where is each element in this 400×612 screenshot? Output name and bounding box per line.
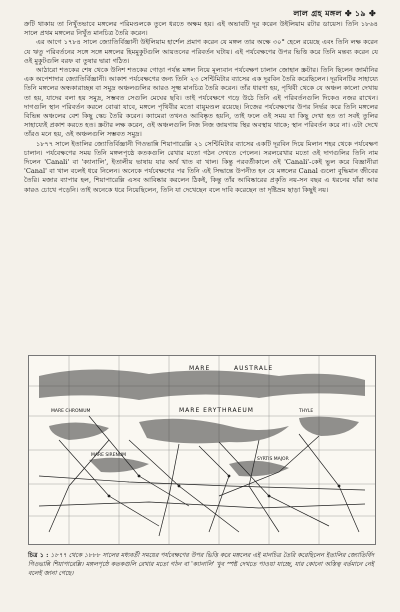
body-text	[24, 20, 378, 195]
map-label-thyle: THYLE	[299, 409, 314, 414]
map-label-australe: AUSTRALE	[234, 365, 274, 372]
running-header: লাল গ্রহ মঙ্গল ✤ ১৯ ✤	[293, 8, 376, 18]
figure-caption	[28, 552, 374, 578]
paragraph-2: এর আগে ১৭৮৪ সালে জ্যোতির্বিজ্ঞানী উইলিয়াম হার্শেল প্রমাণ করেন যে মঙ্গল তার অক্ষে ৩০° হেলে রয়েছে এবং তিনি লক্ষ করেন যে ঋতু পরিবর্তনের সঙ্গে সঙ্গে মঙ্গলের হিমমুকুটগুলি আয়তনের পরিবর্তন ঘটায়। এই পর্যবেক্ষণের উপর ভিত্তি করে তিনি মন্তব্য করেন যে ওই মুকুটগুলি বরফ বা তুষার দ্বারা গঠিত।	[24, 38, 378, 65]
paragraph-4: ১৮৭৭ সালে ইতালির জ্যোতির্বিজ্ঞানী গিওভান্নি শিয়াপারেল্লি ২১ সেন্টিমিটার ব্যাসের একটি দূরবিন দিয়ে মিলান শহর থেকে পর্যবেক্ষণ চালান। পর্যবেক্ষণের সময় তিনি মঙ্গলপৃষ্ঠে কতকগুলি রেখার মতো গঠন দেখতে পেলেন। সরলরেখার মতো ওই দাগগুলির তিনি নাম দিলেন 'Canali' বা 'ক্যানালি', ইতালীয় ভাষায় যার অর্থ খাত বা খাল। কিন্তু পরবর্তীকালে ওই 'Canali'-কেই ভুল করে বিজ্ঞানীরা 'Canal' বা খাল বলেই ধরে নিলেন। অনেকে পর্যবেক্ষণের পর তিনি এই সিদ্ধান্তে উপনীত হন যে মঙ্গলের Canal গুলো বুদ্ধিমান জীবের তৈরি। মজার ব্যাপার হল, শিয়াপারেল্লি এসব আবিষ্কার করলেন ঠিকই, কিন্তু তাঁর আবিষ্কারের প্রকৃতি নয়-সন বছর এ ধরনের যাঁরা আর কারও চোখে পড়েনি। তাই অনেকে ধরে নিয়েছিলেন, তিনি যা দেখেছেন বলে দাবি করেছেন তা দৃষ্টিভ্রম ছাড়া কিছুই নয়।	[24, 139, 378, 194]
caption-label: চিত্র ১ :	[28, 552, 49, 559]
caption-text: ১৮৭৭ থেকে ১৮৮৮ সালের মধ্যবর্তী সময়ের পর্যবেক্ষণের উপর ভিত্তি করে মঙ্গলের এই মানচিত্র তৈরি করেছিলেন ইতালির জ্যোতির্বিদ গিওভান্নি শিয়াপারেল্লি। মঙ্গলপৃষ্ঠে কতকগুলি রেখার মতো গঠন বা 'ক্যানালি' খুব স্পষ্ট দেখতে পাওয়া যাচ্ছে, যার কোনো অস্তিত্ব বর্তমানে নেই বলেই জানা গেছে।	[28, 552, 374, 577]
map-label-sirenum: MARE SIRENUM	[91, 453, 127, 458]
map-label-mare: MARE	[189, 365, 211, 372]
map-label-chronium: MARE CHRONIUM	[51, 409, 91, 414]
map-label-erythraeum: MARE ERYTHRAEUM	[179, 407, 254, 414]
paragraph-3: আঠারো শতকের শেষ থেকে উনিশ শতকের গোড়া পর্যন্ত মঙ্গল নিয়ে মূল্যবান পর্যবেক্ষণ চালান জোহান স্ক্রটার। তিনি ছিলেন জার্মানির এক অপেশাদার জ্যোতির্বিজ্ঞানী। আকাশ পর্যবেক্ষণের জন্য তিনি ২৩ সেন্টিমিটার ব্যাসের এক দূরবিন তৈরি করেছিলেন। দূরবিনটির সাহায্যে তিনি মঙ্গলের অন্ধকারাচ্ছন্ন বা সমুদ্র অঞ্চলগুলির আরও সূক্ষ্ম মানচিত্র তৈরি করেন। তাঁর ধারণা হয়, পৃথিবী থেকে যে অঞ্চল কালো দেখায় তা হয়, যাদের বলা হয় সমুদ্র, সম্ভবত সেগুলি মেঘের ছবি। তাই পর্যবেক্ষণে গড়ে উঠে তিনি এই পরিবর্তনগুলি দিকেও নজর রাখেন। দাগগুলি স্থান পরিবর্তন করলে বোঝা যাবে, মঙ্গলে পৃথিবীর মতো বায়ুমণ্ডল রয়েছে। নিজের পর্যবেক্ষণের উপর নির্ভর করে তিনি মঙ্গলের বিভিন্ন অঞ্চলের বেশ কিছু স্কেচ তৈরি করেন। ক্যামেরা তখনও আবিষ্কৃত হয়নি, তাই ফলে ওই সময় যা কিছু দেখা হত তা সবই তুলির সাহায্যেই প্রকাশ করতে হত। স্ক্রটার লক্ষ করেন, ওই অঞ্চলগুলি নিজ নিজ জায়গায় স্থির অবস্থায় থাকে; স্থান পরিবর্তন করে না। এটা দেখে তাঁরও মনে হয়, ওই অঞ্চলগুলি সম্ভবত সমুদ্র।	[24, 66, 378, 139]
paragraph-1: ক্রটি থাকায় তা নিখুঁতভাবে মঙ্গলের পরিমণ্ডলকে তুলে ধরতে অক্ষম হয়। এই অভাবটি দূর করেন উইলিয়াম রটার ডায়েস। তিনি ১৮৬৪ সালে প্রথম মঙ্গলের নিখুঁত মানচিত্র তৈরি করেন।	[24, 20, 378, 38]
mars-map-figure	[28, 355, 376, 545]
map-label-syrtis: SYRTIS MAJOR	[257, 457, 289, 462]
mars-map-illustration	[29, 356, 375, 544]
